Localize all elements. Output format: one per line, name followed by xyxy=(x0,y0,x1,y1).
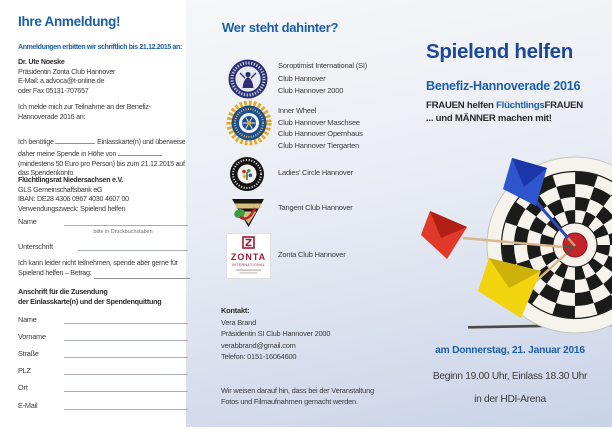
zonta-international-text: INTERNATIONAL xyxy=(231,263,266,267)
field-label: Vorname xyxy=(18,332,46,341)
zonta-wordmark: ZONTA xyxy=(230,252,267,262)
address-field-row xyxy=(18,331,188,341)
name-line xyxy=(64,216,188,226)
field-line xyxy=(64,314,188,324)
club-label-soroptimist xyxy=(278,60,367,98)
field-line xyxy=(64,331,188,341)
tagline-pre: FRAUEN helfen xyxy=(426,100,497,111)
pledge-text: Ich benötige xyxy=(18,138,54,146)
event-venue: in der HDI-Arena xyxy=(474,394,546,405)
club-label-zonta xyxy=(278,250,346,259)
club-label-tangent xyxy=(278,203,353,212)
field-label: Name xyxy=(18,315,37,324)
name-label: Name xyxy=(18,217,37,226)
tickets-count-blank xyxy=(55,136,95,144)
ladies-circle-logo xyxy=(229,156,265,192)
donation-only-block xyxy=(18,258,190,279)
amount-blank xyxy=(118,148,162,156)
registration-title: Ihre Anmeldung! xyxy=(18,14,121,29)
recipient-line: E-Mail: a.advoca@t-online.de xyxy=(18,77,105,85)
recipient-block xyxy=(18,58,194,96)
club-line: Zonta Club Hannover xyxy=(278,250,346,259)
address-heading-line2: der Einlasskarte(n) und der Spendenquittung xyxy=(18,297,162,306)
tagline-line2: ... und MÄNNER machen mit! xyxy=(426,112,552,124)
address-field-row xyxy=(18,400,188,410)
address-heading-line1: Anschrift für die Zusendung xyxy=(18,287,108,296)
contact-line: verabbrand@gmail.com xyxy=(221,340,296,350)
contact-line: Telefon: 0151-16064600 xyxy=(221,352,297,362)
donation-amount-blank xyxy=(94,271,190,279)
signature-row xyxy=(18,241,188,251)
event-date: am Donnerstag, 21. Januar 2016 xyxy=(435,345,585,356)
event-title: Spielend helfen xyxy=(426,40,573,63)
club-line: Club Hannover Maschsee xyxy=(278,117,360,127)
club-line: Inner Wheel xyxy=(278,106,317,115)
photo-notice xyxy=(221,385,374,408)
pledge-text: Einlasskarte(n) und überweise daher meine Spende in Höhe von xyxy=(18,138,186,158)
address-field-row xyxy=(18,314,188,324)
address-field-row xyxy=(18,365,188,375)
club-line: Club Hannover 2000 xyxy=(278,86,344,96)
contact-line: Präsidentin SI Club Hannover 2000 xyxy=(221,329,331,339)
field-label: Ort xyxy=(18,383,28,392)
registration-deadline: Anmeldungen erbitten wir schriftlich bis 21.12.2015 an: xyxy=(18,44,182,51)
field-label: Straße xyxy=(18,349,39,358)
donation-line2: Spielend helfen – Betrag: xyxy=(18,269,92,278)
address-field-row xyxy=(18,348,188,358)
inner-wheel-logo xyxy=(226,100,272,146)
zonta-logo xyxy=(226,233,271,279)
photo-notice-line1: Wir weisen darauf hin, dass bei der Veranstaltung xyxy=(221,386,374,395)
recipient-name: Dr. Ute Noeske xyxy=(18,58,65,66)
signature-line xyxy=(78,241,188,251)
pledge-paragraph xyxy=(18,136,188,179)
club-line: Club Hannover xyxy=(278,73,326,83)
club-line: Ladies’ Circle Hannover xyxy=(278,168,353,177)
signature-label: Unterschrift xyxy=(18,242,53,251)
bank-block xyxy=(18,176,194,214)
pledge-text: (mindestens 50 Euro pro Person) bis zum 21.12.2015 auf das Spendenkonto xyxy=(18,159,185,178)
name-row xyxy=(18,216,188,226)
address-field-row xyxy=(18,382,188,392)
recipient-line: oder Fax 05131-707657 xyxy=(18,86,89,95)
recipient-line: Präsidentin Zonta Club Hannover xyxy=(18,67,116,76)
tagline-highlight: Flüchtlings xyxy=(496,100,545,111)
tangent-club-logo xyxy=(231,196,265,228)
contact-line: Vera Brand xyxy=(221,317,256,327)
club-line: Soroptimist International (SI) xyxy=(278,61,368,70)
bank-account-holder: Flüchtlingsrat Niedersachsen e.V. xyxy=(18,176,124,184)
event-time: Beginn 19.00 Uhr, Einlass 18.30 Uhr xyxy=(432,371,588,382)
field-line xyxy=(64,365,188,375)
event-subtitle: Benefiz-Hannoverade 2016 xyxy=(426,79,581,93)
field-label: PLZ xyxy=(18,366,31,375)
club-line: Club Hannover Opernhaus xyxy=(278,129,363,139)
bank-line: Verwendungszweck: Spielend helfen xyxy=(18,204,126,213)
contact-block xyxy=(221,305,330,363)
field-line xyxy=(64,382,188,392)
field-line xyxy=(64,400,188,410)
donation-line1: Ich kann leider nicht teilnehmen, spende aber gerne für xyxy=(18,259,178,267)
bank-line: IBAN: DE28 4306 0967 4030 4607 00 xyxy=(18,195,129,203)
field-label: E-Mail xyxy=(18,401,38,410)
tagline-post: FRAUEN xyxy=(544,100,583,111)
photo-notice-line2: Fotos und Filmaufnahmen gemacht werden. xyxy=(221,397,358,407)
field-line xyxy=(64,348,188,358)
soroptimist-logo xyxy=(228,59,268,99)
registration-intro: Ich melde mich zur Teilnahme an der Benefiz-Hannoverade 2016 an: xyxy=(18,103,151,121)
contact-heading: Kontakt: xyxy=(221,306,250,315)
tagline-line1 xyxy=(426,100,583,111)
club-label-ladies-circle xyxy=(278,168,353,177)
name-hint: bitte in Druckbuchstaben xyxy=(93,229,153,235)
address-heading xyxy=(18,287,194,307)
club-line: Club Hannover Tiergarten xyxy=(278,141,360,151)
dartboard-photo xyxy=(408,140,612,345)
bank-line: GLS Gemeinschaftsbank eG xyxy=(18,185,103,194)
supporters-title: Wer steht dahinter? xyxy=(222,20,339,35)
club-label-inner-wheel xyxy=(278,105,363,152)
club-line: Tangent Club Hannover xyxy=(278,203,353,212)
